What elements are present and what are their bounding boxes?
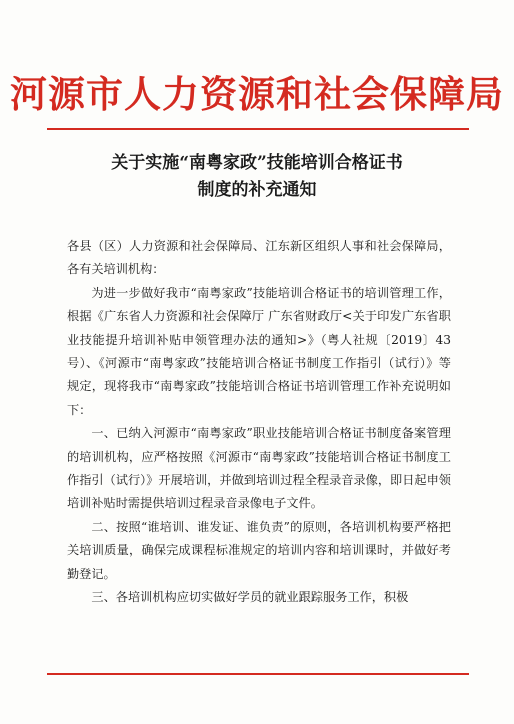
title-line-2: 制度的补充通知 (197, 180, 317, 200)
paragraph-intro: 为进一步做好我市“南粤家政”技能培训合格证书的培训管理工作，根据《广东省人力资源和社会保障厅 广东省财政厅<关于印发广东省职业技能提升培训补贴申领管理办法的通知>》（粤人社规〔2019〕43号）、《河源市“南粤家政”技能培训合格证书制度工作指引（试行）》等规定，现将我市“南粤家政”技能培训合格证书培训管理工作补充说明如下： (67, 285, 451, 417)
document-title (0, 150, 514, 204)
org-header: 河源市人力资源和社会保障局 (10, 72, 504, 116)
salutation: 各县（区）人力资源和社会保障局、江东新区组织人事和社会保障局，各有关培训机构： (67, 239, 451, 277)
footer-red-rule (47, 673, 469, 675)
document-body (67, 235, 451, 610)
paragraph-item-1: 一、已纳入河源市“南粤家政”职业技能培训合格证书制度备案管理的培训机构，应严格按照《河源市“南粤家政”技能培训合格证书制度工作指引（试行）》开展培训，并做到培训过程全程录音录像，即日起申领培训补贴时需提供培训过程录音录像电子文件。 (67, 426, 451, 511)
header-red-rule (47, 128, 469, 130)
paragraph-item-3: 三、各培训机构应切实做好学员的就业跟踪服务工作，积极 (91, 590, 409, 605)
paragraph-item-2: 二、按照“谁培训、谁发证、谁负责”的原则，各培训机构要严格把关培训质量，确保完成课程标准规定的培训内容和培训课时，并做好考勤登记。 (67, 519, 451, 581)
title-line-1: 关于实施“南粤家政”技能培训合格证书 (111, 153, 403, 173)
